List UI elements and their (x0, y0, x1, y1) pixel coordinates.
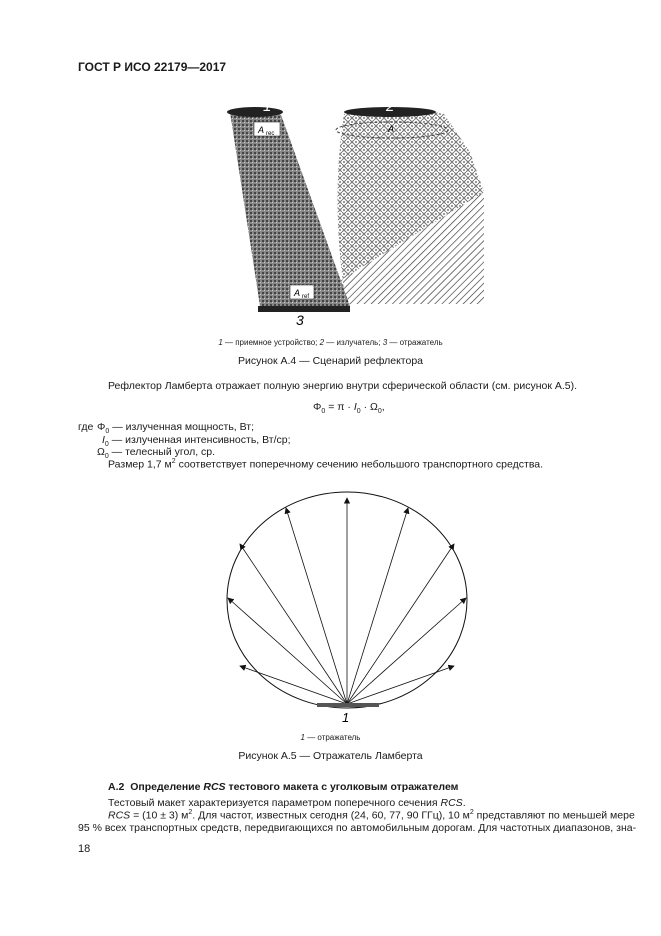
page-number: 18 (78, 843, 91, 855)
where-item-power: $\Phi_0$ — излученная мощность, Вт; (97, 421, 254, 436)
document-header: ГОСТ Р ИСО 22179—2017 (78, 60, 227, 74)
a-top-label: A (388, 124, 395, 134)
ray (347, 508, 408, 704)
paragraph-lambert: Рефлектор Ламберта отражает полную энергию внутри сферической области (см. рисунок А.5). (108, 380, 578, 392)
size-note: Размер 1,7 $м^2$ соответствует поперечному сечению небольшого транспортного средства. (108, 458, 544, 471)
reflector-plate (258, 306, 350, 312)
ray (240, 666, 347, 704)
receiver-aperture (227, 107, 283, 117)
a-rec-label: A (258, 125, 265, 135)
section-paragraph-2: RCS = (10 ± 3) $м^2$. Для частот, известных сегодня (24, 60, 77, 90 ГГц), 10 $м^2$ представляют по меньшей мере (108, 809, 635, 822)
label-emitter-number: 2 (386, 98, 395, 115)
label-reflector-number: 1 (342, 710, 350, 724)
label-reflector-number: 3 (296, 312, 304, 328)
section-paragraph-1: Тестовый макет характеризуется параметром поперечного сечения RCS. (108, 797, 466, 809)
ray (240, 544, 347, 704)
ray (286, 508, 347, 704)
label-receiver-number: 1 (263, 98, 272, 115)
figure-a4-legend: 1 — приемное устройство; 2 — излучатель; 3 — отражатель (218, 338, 443, 347)
where-item-solid-angle: $\Omega_0$ — телесный угол, ср. (97, 446, 216, 461)
ray (347, 544, 454, 704)
ray (228, 598, 347, 704)
section-paragraph-3: 95 % всех транспортных средств, передвигающихся по автомобильным дорогам. Для частотных диапазонов, зна- (78, 822, 637, 834)
ray (347, 598, 466, 704)
a-rec-sub: rec (266, 131, 275, 137)
receiver-column (230, 112, 350, 306)
figure-a5-caption: Рисунок А.5 — Отражатель Ламберта (238, 750, 423, 762)
figure-a5-lambert-reflector (222, 490, 472, 724)
reflector-plate (317, 703, 379, 707)
figure-a5-legend: 1 — отражатель (300, 733, 361, 742)
ray (347, 666, 454, 704)
where-label: где (78, 421, 94, 433)
formula: $\Phi_0 = \pi \cdot I_0 \cdot \Omega_0$, (313, 401, 385, 416)
a-ref-sub: ref (302, 294, 310, 300)
figure-a4-reflector-scenario (222, 92, 502, 328)
a-ref-label: A (294, 288, 301, 298)
reflection-rays (228, 498, 466, 704)
section-title: А.2 Определение RCS тестового макета с уголковым отражателем (108, 781, 459, 793)
where-item-intensity: $I_0$ — излученная интенсивность, Вт/ср; (102, 434, 291, 449)
figure-a4-caption: Рисунок А.4 — Сценарий рефлектора (237, 355, 424, 367)
